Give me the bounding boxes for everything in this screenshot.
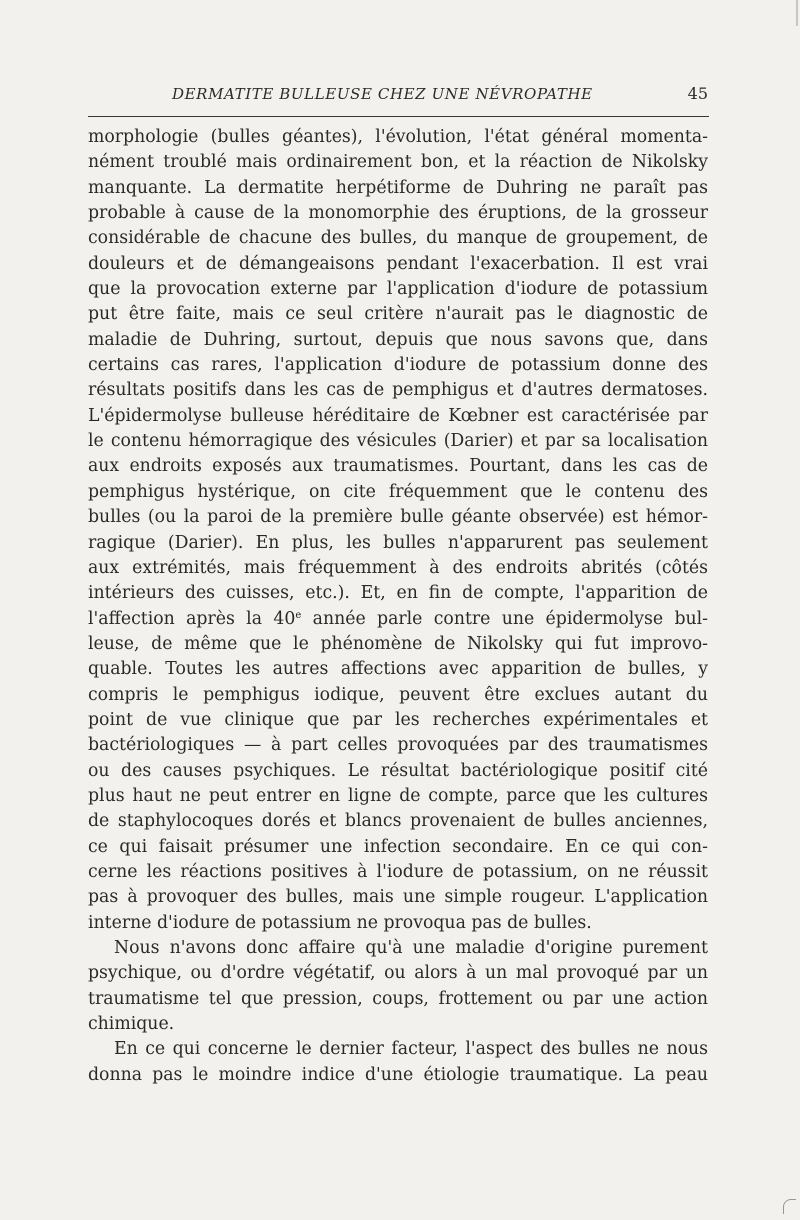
- text-line: manquante. La dermatite herpétiforme de Duhring ne paraît pas: [88, 177, 708, 198]
- text-line: plus haut ne peut entrer en ligne de compte, parce que les cultures: [88, 785, 708, 806]
- line-end: année parle contre une épidermolyse bul-: [312, 608, 709, 629]
- text-line: maladie de Duhring, surtout, depuis que nous savons que, dans: [88, 329, 708, 350]
- text-line: quable. Toutes les autres affections avec apparition de bulles, y: [88, 659, 708, 680]
- text-line: point de vue clinique que par les recherches expérimentales et: [88, 709, 708, 730]
- page-edge-mark: [796, 0, 798, 26]
- text-line: cerne les réactions positives à l'iodure de potassium, on ne réussit: [88, 861, 708, 882]
- page-corner-mark: [783, 1199, 796, 1214]
- page-number: 45: [687, 84, 708, 103]
- text-line: traumatisme tel que pression, coups, frottement ou par une action: [88, 988, 708, 1009]
- text-line: bactériologiques — à part celles provoquées par des traumatismes: [88, 735, 708, 756]
- text-line: douleurs et de démangeaisons pendant l'exacerbation. Il est vrai: [88, 253, 708, 274]
- ordinal-suffix: e: [295, 609, 302, 621]
- text-line: ragique (Darier). En plus, les bulles n'apparurent pas seulement: [88, 532, 708, 553]
- body-text: [88, 125, 708, 1088]
- text-line: leuse, de même que le phénomène de Nikolsky qui fut improvo-: [88, 633, 708, 654]
- text-line: nément troublé mais ordinairement bon, et la réaction de Nikolsky: [88, 152, 708, 173]
- text-line: put être faite, mais ce seul critère n'aurait pas le diagnostic de: [88, 304, 708, 325]
- text-line: morphologie (bulles géantes), l'évolution, l'état général momenta-: [88, 127, 708, 147]
- line-start: l'affection après la: [88, 608, 263, 629]
- text-line: ce qui faisait présumer une infection secondaire. En ce qui con-: [88, 836, 708, 857]
- text-line: considérable de chacune des bulles, du manque de groupement, de: [88, 228, 708, 249]
- text-line: intérieurs des cuisses, etc.). Et, en fin de compte, l'apparition de: [88, 583, 708, 604]
- text-line: aux endroits exposés aux traumatismes. Pourtant, dans les cas de: [88, 456, 708, 477]
- text-line: pas à provoquer des bulles, mais une simple rougeur. L'application: [88, 887, 708, 908]
- text-line: le contenu hémorragique des vésicules (Darier) et par sa localisation: [88, 431, 708, 452]
- running-header: [88, 85, 708, 109]
- running-title: DERMATITE BULLEUSE CHEZ UNE NÉVROPATHE: [172, 85, 593, 103]
- text-line: certains cas rares, l'application d'iodure de potassium donne des: [88, 355, 708, 376]
- text-line: de staphylocoques dorés et blancs provenaient de bulles anciennes,: [88, 811, 708, 832]
- text-line: ou des causes psychiques. Le résultat bactériologique positif cité: [88, 760, 708, 781]
- text-line: pemphigus hystérique, on cite fréquemment que le contenu des: [88, 481, 708, 502]
- text-line: donna pas le moindre indice d'une étiologie traumatique. La peau: [88, 1064, 708, 1085]
- text-line: L'épidermolyse bulleuse héréditaire de Kœbner est caractérisée par: [88, 405, 708, 426]
- text-line-with-ordinal: [88, 607, 708, 632]
- text-line: résultats positifs dans les cas de pemphigus et d'autres dermatoses.: [88, 380, 708, 401]
- paragraph-end-line: interne d'iodure de potassium ne provoqua pas de bulles.: [88, 912, 592, 933]
- paragraph-end-line: chimique.: [88, 1014, 175, 1035]
- text-line: aux extrémités, mais fréquemment à des endroits abrités (côtés: [88, 557, 708, 578]
- header-rule: [88, 116, 709, 117]
- paragraph-start-line: Nous n'avons donc affaire qu'à une maladie d'origine purement: [114, 938, 708, 958]
- ordinal-number: 40: [273, 608, 296, 629]
- text-line: que la provocation externe par l'application d'iodure de potassium: [88, 279, 708, 300]
- text-line: probable à cause de la monomorphie des éruptions, de la grosseur: [88, 203, 708, 224]
- text-line: psychique, ou d'ordre végétatif, ou alors à un mal provoqué par un: [88, 963, 708, 984]
- text-line: compris le pemphigus iodique, peuvent être exclues autant du: [88, 684, 708, 705]
- paragraph-start-line: En ce qui concerne le dernier facteur, l'aspect des bulles ne nous: [114, 1039, 708, 1060]
- text-line: bulles (ou la paroi de la première bulle géante observée) est hémor-: [88, 507, 708, 528]
